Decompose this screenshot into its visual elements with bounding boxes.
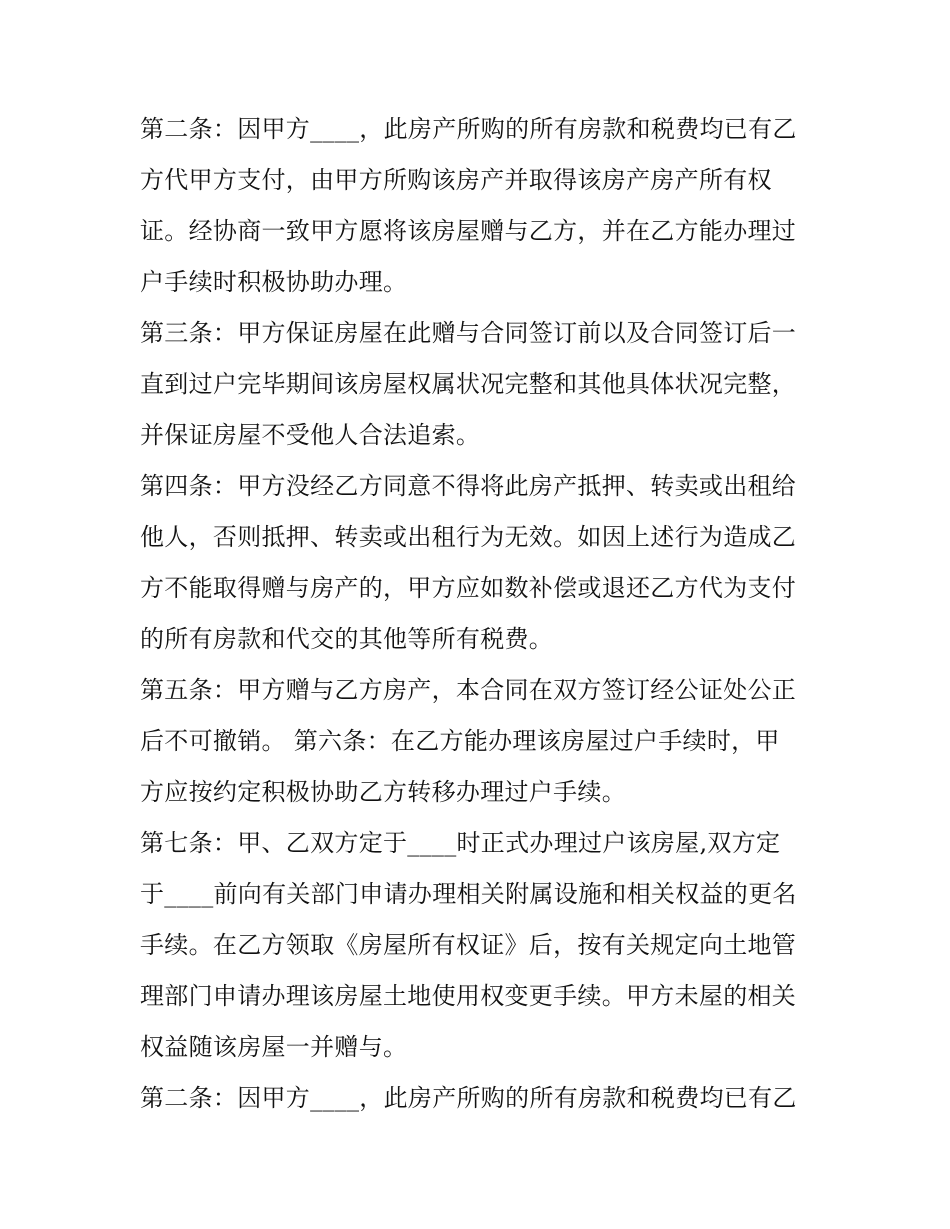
text-line: 第五条：甲方赠与乙方房产，本合同在双方签订经公证处公正 — [140, 676, 797, 704]
text-line: 手续。在乙方领取《房屋所有权证》后，按有关规定向土地管 — [140, 931, 797, 959]
text-line: 权益随该房屋一并赠与。 — [140, 1033, 408, 1061]
text-line: 后不可撤销。 第六条：在乙方能办理该房屋过户手续时，甲 — [140, 727, 780, 755]
text-line: 的所有房款和代交的其他等所有税费。 — [140, 625, 554, 653]
text-line: 户手续时积极协助办理。 — [140, 268, 408, 296]
text-line: 第二条：因甲方____，此房产所购的所有房款和税费均已有乙 — [140, 1084, 797, 1112]
contract-body-text — [140, 104, 830, 1124]
text-line: 理部门申请办理该房屋土地使用权变更手续。甲方未屋的相关 — [140, 982, 797, 1010]
text-line: 并保证房屋不受他人合法追索。 — [140, 421, 481, 449]
text-line: 第七条：甲、乙双方定于____时正式办理过户该房屋,双方定 — [140, 829, 781, 857]
text-line: 第四条：甲方没经乙方同意不得将此房产抵押、转卖或出租给 — [140, 472, 797, 500]
text-line: 方代甲方支付，由甲方所购该房产并取得该房产房产所有权 — [140, 166, 772, 194]
text-line: 方不能取得赠与房产的，甲方应如数补偿或退还乙方代为支付 — [140, 574, 797, 602]
text-line: 于____前向有关部门申请办理相关附属设施和相关权益的更名 — [140, 880, 797, 908]
text-line: 直到过户完毕期间该房屋权属状况完整和其他具体状况完整， — [140, 370, 797, 398]
text-line: 第二条：因甲方____，此房产所购的所有房款和税费均已有乙 — [140, 115, 797, 143]
text-line: 第三条：甲方保证房屋在此赠与合同签订前以及合同签订后一 — [140, 319, 797, 347]
text-line: 他人，否则抵押、转卖或出租行为无效。如因上述行为造成乙 — [140, 523, 797, 551]
text-line: 证。经协商一致甲方愿将该房屋赠与乙方，并在乙方能办理过 — [140, 217, 797, 245]
text-line: 方应按约定积极协助乙方转移办理过户手续。 — [140, 778, 626, 806]
